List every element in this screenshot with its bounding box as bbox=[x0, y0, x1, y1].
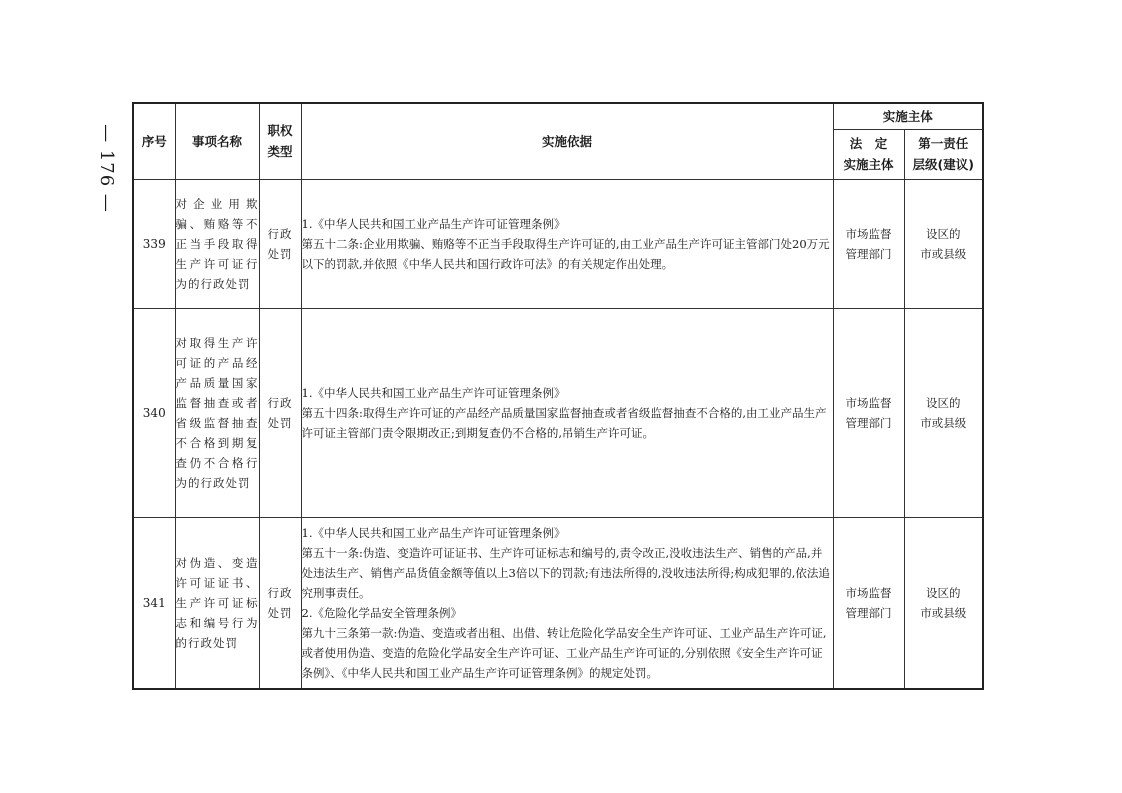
row-type bbox=[259, 517, 301, 689]
row-level-line2: 市或县级 bbox=[920, 605, 967, 620]
basis-paragraph: 1.《中华人民共和国工业产品生产许可证管理条例》 bbox=[301, 216, 566, 231]
header-seq: 序号 bbox=[133, 103, 175, 179]
page-number-text: — 176 — bbox=[95, 123, 117, 213]
row-level-line2: 市或县级 bbox=[920, 415, 967, 430]
row-seq: 339 bbox=[133, 179, 175, 308]
header-level bbox=[904, 129, 983, 179]
page-number bbox=[86, 118, 126, 218]
row-type-line1: 行政 bbox=[267, 226, 293, 241]
row-basis bbox=[301, 179, 833, 308]
basis-paragraph: 第五十一条:伪造、变造许可证证书、生产许可证标志和编号的,责令改正,没收违法生产、销售的产品,并处违法生产、销售产品货值金额等值以上3倍以下的罚款;有违法所得的,没收违法所得;构成犯罪的,依法追究刑事责任。 bbox=[301, 545, 830, 600]
header-subject-group: 实施主体 bbox=[833, 103, 983, 129]
row-level-line1: 设区的 bbox=[926, 585, 961, 600]
row-level-line2: 市或县级 bbox=[920, 246, 967, 261]
row-item-name: 对取得生产许可证的产品经产品质量国家监督抽查或者省级监督抽查不合格到期复查仍不合格行为的行政处罚 bbox=[175, 308, 259, 517]
row-subject-line2: 管理部门 bbox=[845, 415, 892, 430]
table-row bbox=[133, 517, 983, 689]
row-type bbox=[259, 179, 301, 308]
row-type bbox=[259, 308, 301, 517]
row-type-line2: 处罚 bbox=[267, 415, 293, 430]
row-basis bbox=[301, 308, 833, 517]
row-level-line1: 设区的 bbox=[926, 226, 961, 241]
table-row bbox=[133, 179, 983, 308]
row-type-line2: 处罚 bbox=[267, 246, 293, 261]
basis-paragraph: 第五十二条:企业用欺骗、贿赂等不正当手段取得生产许可证的,由工业产品生产许可证主管部门处20万元以下的罚款,并依照《中华人民共和国行政许可法》的有关规定作出处理。 bbox=[301, 236, 830, 271]
header-name: 事项名称 bbox=[175, 103, 259, 179]
row-seq: 340 bbox=[133, 308, 175, 517]
basis-paragraph: 第九十三条第一款:伪造、变造或者出租、出借、转让危险化学品安全生产许可证、工业产品生产许可证,或者使用伪造、变造的危险化学品安全生产许可证、工业产品生产许可证的,分别依照《安全生产许可证条例》、《中华人民共和国工业产品生产许可证管理条例》的规定处罚。 bbox=[301, 625, 827, 680]
row-level-line1: 设区的 bbox=[926, 395, 961, 410]
header-level-line1: 第一责任 bbox=[918, 136, 969, 151]
header-basis: 实施依据 bbox=[301, 103, 833, 179]
row-subject-line1: 市场监督 bbox=[845, 226, 892, 241]
row-level bbox=[904, 517, 983, 689]
header-level-line2: 层级(建议) bbox=[912, 157, 974, 172]
row-item-name: 对企业用欺骗、贿赂等不正当手段取得生产许可证行为的行政处罚 bbox=[175, 179, 259, 308]
row-seq: 341 bbox=[133, 517, 175, 689]
header-type: 职权类型 bbox=[259, 103, 301, 179]
row-subject-line1: 市场监督 bbox=[845, 585, 892, 600]
table-row bbox=[133, 308, 983, 517]
enforcement-items-table bbox=[132, 102, 984, 690]
basis-paragraph: 第五十四条:取得生产许可证的产品经产品质量国家监督抽查或者省级监督抽查不合格的,由工业产品生产许可证主管部门责令限期改正;到期复查仍不合格的,吊销生产许可证。 bbox=[301, 405, 827, 440]
row-subject-line1: 市场监督 bbox=[845, 395, 892, 410]
row-basis bbox=[301, 517, 833, 689]
header-legal-subject bbox=[833, 129, 904, 179]
basis-paragraph: 1.《中华人民共和国工业产品生产许可证管理条例》 bbox=[301, 385, 566, 400]
row-level bbox=[904, 179, 983, 308]
row-subject-line2: 管理部门 bbox=[845, 246, 892, 261]
basis-paragraph: 2.《危险化学品安全管理条例》 bbox=[301, 605, 462, 620]
basis-paragraph: 1.《中华人民共和国工业产品生产许可证管理条例》 bbox=[301, 525, 566, 540]
row-subject-line2: 管理部门 bbox=[845, 605, 892, 620]
header-row-1 bbox=[133, 103, 983, 129]
row-item-name: 对伪造、变造许可证证书、生产许可证标志和编号行为的行政处罚 bbox=[175, 517, 259, 689]
row-legal-subject bbox=[833, 308, 904, 517]
header-legal-subject-line2: 实施主体 bbox=[843, 157, 894, 172]
row-level bbox=[904, 308, 983, 517]
header-legal-subject-line1: 法 定 bbox=[849, 136, 888, 151]
row-type-line1: 行政 bbox=[267, 395, 293, 410]
row-legal-subject bbox=[833, 179, 904, 308]
row-type-line1: 行政 bbox=[267, 585, 293, 600]
row-type-line2: 处罚 bbox=[267, 605, 293, 620]
row-legal-subject bbox=[833, 517, 904, 689]
